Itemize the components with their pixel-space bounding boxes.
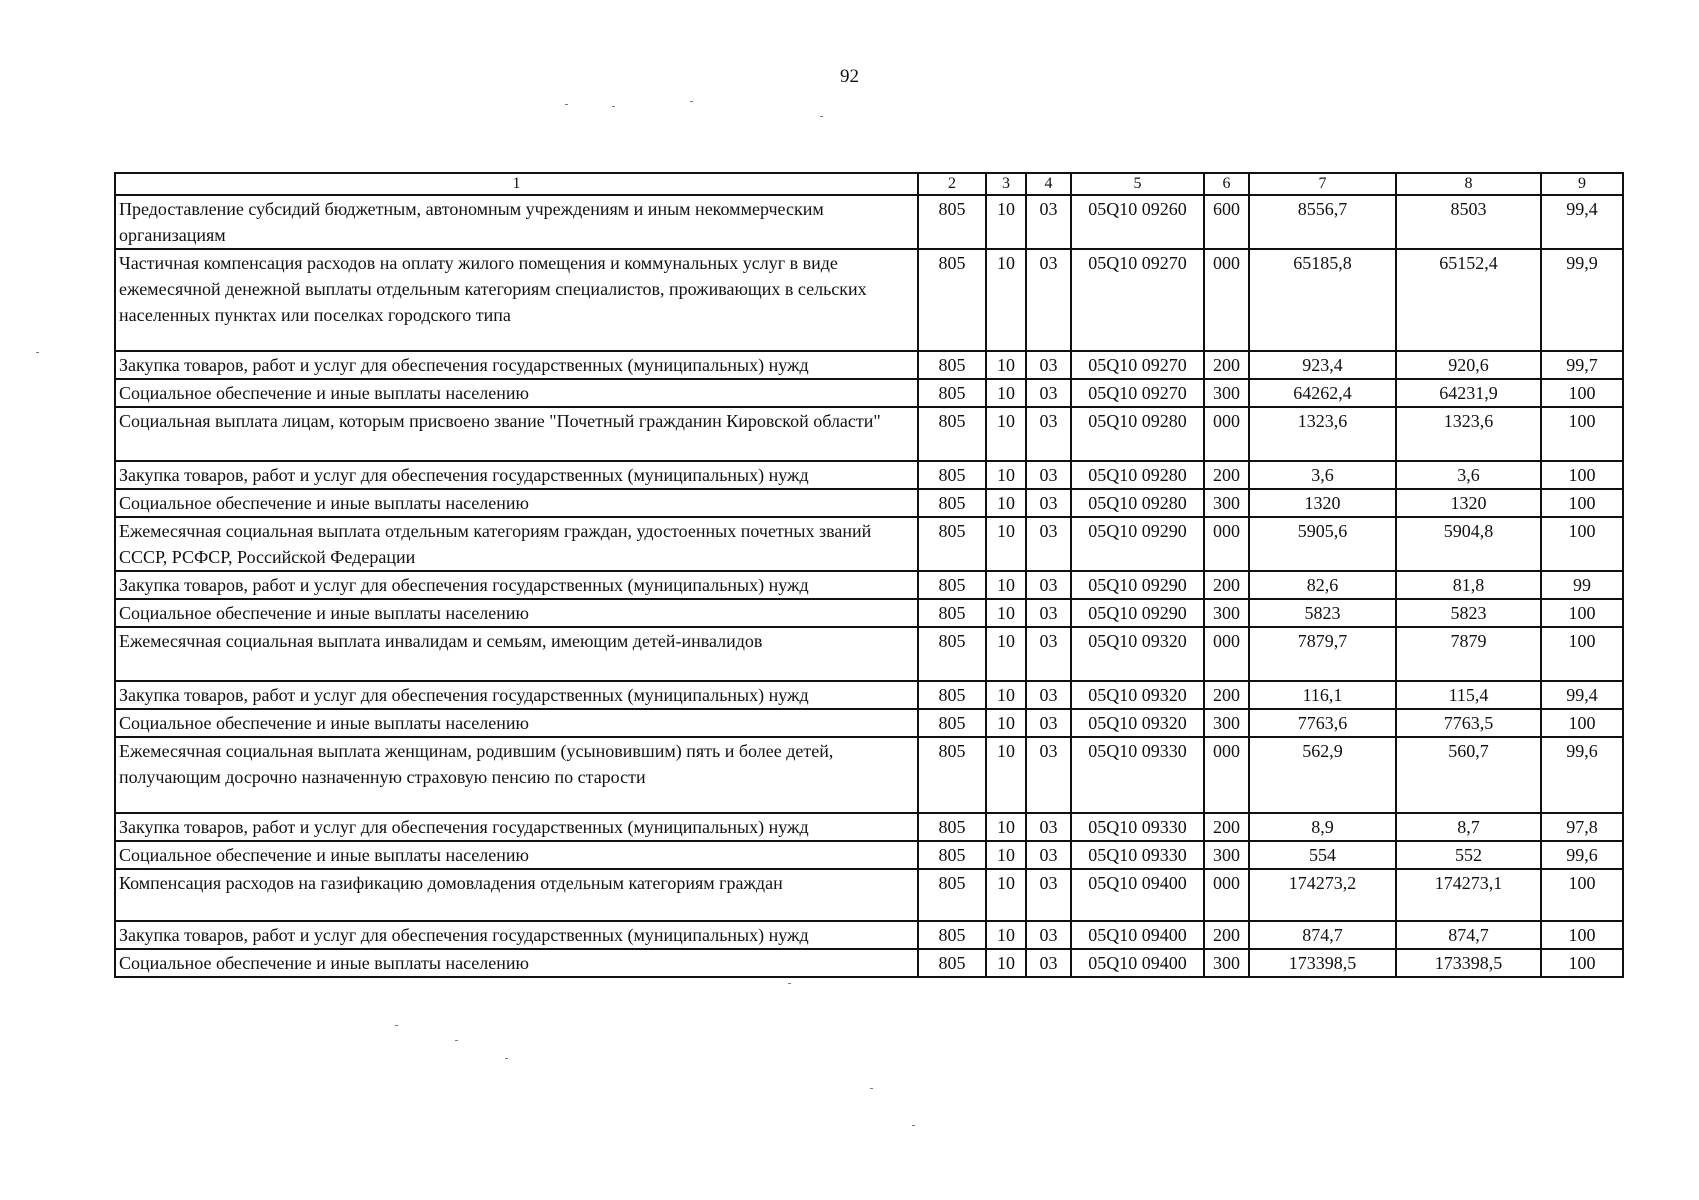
cell-col5: 05Q10 09330 [1071,841,1204,869]
cell-col6: 300 [1204,841,1249,869]
cell-col4: 03 [1026,813,1071,841]
cell-col8: 3,6 [1396,461,1541,489]
row-description: Ежемесячная социальная выплата отдельным категориям граждан, удостоенных почетных званий СССР, РСФСР, Российской Федерации [115,517,918,571]
row-description: Социальное обеспечение и иные выплаты населению [115,841,918,869]
budget-table [114,172,1624,978]
cell-col7: 7879,7 [1249,627,1396,681]
cell-col9: 100 [1541,921,1623,949]
cell-col4: 03 [1026,461,1071,489]
cell-col3: 10 [986,949,1026,977]
table-row [115,841,1623,869]
cell-col3: 10 [986,351,1026,379]
row-description: Закупка товаров, работ и услуг для обеспечения государственных (муниципальных) нужд [115,681,918,709]
cell-col8: 7763,5 [1396,709,1541,737]
header-cell: 2 [918,173,986,195]
cell-col7: 923,4 [1249,351,1396,379]
cell-col2: 805 [918,813,986,841]
row-description: Закупка товаров, работ и услуг для обеспечения государственных (муниципальных) нужд [115,813,918,841]
cell-col7: 3,6 [1249,461,1396,489]
cell-col8: 173398,5 [1396,949,1541,977]
cell-col5: 05Q10 09400 [1071,949,1204,977]
cell-col3: 10 [986,869,1026,921]
cell-col6: 300 [1204,379,1249,407]
row-description: Частичная компенсация расходов на оплату жилого помещения и коммунальных услуг в виде ежемесячной денежной выплаты отдельным категориям специалистов, проживающих в сельских населенных пунктах или поселках городского типа [115,249,918,351]
cell-col4: 03 [1026,681,1071,709]
table-row [115,379,1623,407]
table-row [115,249,1623,351]
row-description: Социальная выплата лицам, которым присвоено звание "Почетный гражданин Кировской области" [115,407,918,461]
cell-col9: 100 [1541,517,1623,571]
cell-col5: 05Q10 09270 [1071,249,1204,351]
cell-col3: 10 [986,841,1026,869]
cell-col6: 000 [1204,869,1249,921]
cell-col4: 03 [1026,571,1071,599]
cell-col5: 05Q10 09400 [1071,921,1204,949]
cell-col7: 1320 [1249,489,1396,517]
scan-speck [565,104,568,105]
cell-col4: 03 [1026,627,1071,681]
cell-col3: 10 [986,407,1026,461]
cell-col5: 05Q10 09330 [1071,737,1204,813]
cell-col7: 65185,8 [1249,249,1396,351]
cell-col3: 10 [986,709,1026,737]
cell-col4: 03 [1026,517,1071,571]
cell-col5: 05Q10 09290 [1071,517,1204,571]
cell-col4: 03 [1026,599,1071,627]
cell-col8: 81,8 [1396,571,1541,599]
cell-col4: 03 [1026,195,1071,249]
cell-col3: 10 [986,571,1026,599]
cell-col6: 000 [1204,249,1249,351]
cell-col5: 05Q10 09270 [1071,351,1204,379]
cell-col6: 000 [1204,407,1249,461]
cell-col3: 10 [986,737,1026,813]
cell-col3: 10 [986,599,1026,627]
cell-col5: 05Q10 09320 [1071,681,1204,709]
cell-col8: 874,7 [1396,921,1541,949]
cell-col7: 64262,4 [1249,379,1396,407]
row-description: Закупка товаров, работ и услуг для обеспечения государственных (муниципальных) нужд [115,461,918,489]
cell-col5: 05Q10 09270 [1071,379,1204,407]
cell-col4: 03 [1026,921,1071,949]
cell-col6: 200 [1204,921,1249,949]
cell-col6: 200 [1204,571,1249,599]
cell-col6: 200 [1204,813,1249,841]
cell-col8: 64231,9 [1396,379,1541,407]
cell-col6: 000 [1204,627,1249,681]
cell-col7: 7763,6 [1249,709,1396,737]
table-row [115,869,1623,921]
cell-col5: 05Q10 09290 [1071,571,1204,599]
table-header-row [115,173,1623,195]
cell-col9: 100 [1541,709,1623,737]
page-number: 92 [840,66,859,87]
cell-col5: 05Q10 09260 [1071,195,1204,249]
cell-col7: 874,7 [1249,921,1396,949]
cell-col2: 805 [918,407,986,461]
cell-col2: 805 [918,517,986,571]
cell-col3: 10 [986,461,1026,489]
cell-col4: 03 [1026,407,1071,461]
cell-col2: 805 [918,949,986,977]
cell-col7: 82,6 [1249,571,1396,599]
scan-speck [820,116,823,117]
cell-col6: 300 [1204,949,1249,977]
cell-col3: 10 [986,681,1026,709]
cell-col5: 05Q10 09320 [1071,709,1204,737]
cell-col7: 116,1 [1249,681,1396,709]
table-row [115,627,1623,681]
table-row [115,709,1623,737]
cell-col2: 805 [918,351,986,379]
cell-col8: 115,4 [1396,681,1541,709]
cell-col2: 805 [918,921,986,949]
cell-col8: 8503 [1396,195,1541,249]
cell-col8: 1320 [1396,489,1541,517]
cell-col2: 805 [918,681,986,709]
cell-col3: 10 [986,195,1026,249]
cell-col4: 03 [1026,737,1071,813]
cell-col3: 10 [986,379,1026,407]
scan-speck [455,1040,458,1041]
cell-col7: 5905,6 [1249,517,1396,571]
cell-col4: 03 [1026,489,1071,517]
cell-col9: 99,9 [1541,249,1623,351]
table-row [115,351,1623,379]
cell-col2: 805 [918,489,986,517]
cell-col7: 8,9 [1249,813,1396,841]
cell-col3: 10 [986,249,1026,351]
cell-col7: 1323,6 [1249,407,1396,461]
header-cell: 5 [1071,173,1204,195]
cell-col4: 03 [1026,949,1071,977]
table-row [115,195,1623,249]
cell-col8: 560,7 [1396,737,1541,813]
cell-col6: 000 [1204,517,1249,571]
cell-col4: 03 [1026,249,1071,351]
cell-col9: 99,6 [1541,737,1623,813]
cell-col3: 10 [986,627,1026,681]
cell-col8: 7879 [1396,627,1541,681]
table-row [115,407,1623,461]
cell-col4: 03 [1026,379,1071,407]
cell-col8: 1323,6 [1396,407,1541,461]
cell-col9: 100 [1541,461,1623,489]
header-cell: 7 [1249,173,1396,195]
table-row [115,517,1623,571]
cell-col8: 174273,1 [1396,869,1541,921]
table-row [115,489,1623,517]
cell-col9: 100 [1541,627,1623,681]
cell-col5: 05Q10 09280 [1071,489,1204,517]
table-row [115,737,1623,813]
cell-col9: 99,6 [1541,841,1623,869]
header-cell: 8 [1396,173,1541,195]
scan-speck [690,101,693,102]
cell-col5: 05Q10 09400 [1071,869,1204,921]
cell-col6: 300 [1204,599,1249,627]
cell-col9: 100 [1541,869,1623,921]
cell-col9: 100 [1541,379,1623,407]
cell-col9: 99,4 [1541,195,1623,249]
cell-col2: 805 [918,379,986,407]
cell-col8: 65152,4 [1396,249,1541,351]
cell-col9: 97,8 [1541,813,1623,841]
table-row [115,681,1623,709]
scan-speck [36,352,39,353]
cell-col3: 10 [986,517,1026,571]
cell-col9: 99,4 [1541,681,1623,709]
cell-col4: 03 [1026,709,1071,737]
cell-col5: 05Q10 09280 [1071,407,1204,461]
row-description: Ежемесячная социальная выплата женщинам, родившим (усыновившим) пять и более детей, получающим досрочно назначенную страховую пенсию по старости [115,737,918,813]
cell-col2: 805 [918,461,986,489]
cell-col2: 805 [918,571,986,599]
row-description: Социальное обеспечение и иные выплаты населению [115,489,918,517]
cell-col2: 805 [918,249,986,351]
row-description: Закупка товаров, работ и услуг для обеспечения государственных (муниципальных) нужд [115,921,918,949]
row-description: Социальное обеспечение и иные выплаты населению [115,949,918,977]
table-row [115,571,1623,599]
row-description: Закупка товаров, работ и услуг для обеспечения государственных (муниципальных) нужд [115,351,918,379]
cell-col2: 805 [918,709,986,737]
cell-col2: 805 [918,599,986,627]
header-cell: 9 [1541,173,1623,195]
cell-col8: 8,7 [1396,813,1541,841]
cell-col6: 300 [1204,709,1249,737]
cell-col5: 05Q10 09320 [1071,627,1204,681]
cell-col2: 805 [918,627,986,681]
table-row [115,599,1623,627]
row-description: Предоставление субсидий бюджетным, автономным учреждениям и иным некоммерческим организациям [115,195,918,249]
cell-col7: 562,9 [1249,737,1396,813]
table-row [115,921,1623,949]
cell-col5: 05Q10 09280 [1071,461,1204,489]
cell-col9: 100 [1541,407,1623,461]
scan-speck [788,983,791,984]
cell-col9: 99 [1541,571,1623,599]
cell-col6: 200 [1204,681,1249,709]
cell-col7: 554 [1249,841,1396,869]
cell-col2: 805 [918,737,986,813]
cell-col4: 03 [1026,351,1071,379]
header-cell: 3 [986,173,1026,195]
cell-col3: 10 [986,813,1026,841]
cell-col8: 920,6 [1396,351,1541,379]
cell-col4: 03 [1026,841,1071,869]
cell-col7: 5823 [1249,599,1396,627]
cell-col9: 99,7 [1541,351,1623,379]
cell-col3: 10 [986,489,1026,517]
scan-speck [912,1125,915,1126]
cell-col6: 200 [1204,351,1249,379]
cell-col5: 05Q10 09290 [1071,599,1204,627]
header-cell: 4 [1026,173,1071,195]
scan-speck [612,106,615,107]
table-row [115,813,1623,841]
header-cell: 6 [1204,173,1249,195]
cell-col7: 173398,5 [1249,949,1396,977]
table-row [115,461,1623,489]
scan-speck [870,1088,873,1089]
cell-col3: 10 [986,921,1026,949]
cell-col2: 805 [918,841,986,869]
cell-col7: 8556,7 [1249,195,1396,249]
row-description: Социальное обеспечение и иные выплаты населению [115,379,918,407]
cell-col6: 300 [1204,489,1249,517]
cell-col9: 100 [1541,489,1623,517]
row-description: Социальное обеспечение и иные выплаты населению [115,599,918,627]
cell-col7: 174273,2 [1249,869,1396,921]
row-description: Компенсация расходов на газификацию домовладения отдельным категориям граждан [115,869,918,921]
scan-speck [505,1058,508,1059]
cell-col6: 000 [1204,737,1249,813]
row-description: Социальное обеспечение и иные выплаты населению [115,709,918,737]
cell-col5: 05Q10 09330 [1071,813,1204,841]
row-description: Закупка товаров, работ и услуг для обеспечения государственных (муниципальных) нужд [115,571,918,599]
header-cell: 1 [115,173,918,195]
cell-col8: 5904,8 [1396,517,1541,571]
table-row [115,949,1623,977]
cell-col4: 03 [1026,869,1071,921]
cell-col6: 200 [1204,461,1249,489]
cell-col8: 5823 [1396,599,1541,627]
cell-col9: 100 [1541,599,1623,627]
scan-speck [395,1025,398,1026]
row-description: Ежемесячная социальная выплата инвалидам и семьям, имеющим детей-инвалидов [115,627,918,681]
cell-col9: 100 [1541,949,1623,977]
cell-col2: 805 [918,195,986,249]
cell-col2: 805 [918,869,986,921]
cell-col8: 552 [1396,841,1541,869]
cell-col6: 600 [1204,195,1249,249]
